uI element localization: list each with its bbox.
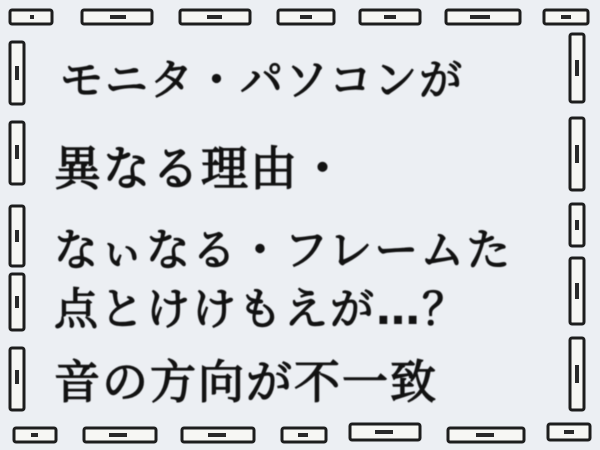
magnet-tile <box>180 10 250 24</box>
magnet-tile <box>448 428 524 442</box>
magnet-tile <box>10 206 24 266</box>
magnet-tile <box>10 42 24 104</box>
magnet-tile <box>548 424 590 440</box>
magnet-tile <box>278 10 334 24</box>
top-magnet-row <box>10 10 588 24</box>
magnet-tile <box>10 274 24 330</box>
magnet-tile <box>570 34 584 102</box>
right-magnet-column <box>570 34 584 410</box>
note-line-4: 点とけけもえが…？ <box>54 284 468 335</box>
magnet-tile <box>350 424 420 440</box>
bottom-magnet-row <box>14 424 590 442</box>
note-line-3: なぃなる・フレームた <box>54 225 513 276</box>
magnet-tile <box>10 348 24 410</box>
magnet-tile <box>84 428 156 442</box>
note-line-5: 音の方向が不一致 <box>54 355 438 409</box>
magnet-tile <box>570 338 584 410</box>
magnet-tile <box>182 428 254 442</box>
left-magnet-column <box>10 42 24 410</box>
magnet-tile <box>570 118 584 190</box>
magnet-tile <box>446 10 520 24</box>
magnet-tile <box>282 428 326 442</box>
magnet-tile <box>570 204 584 246</box>
magnet-tile <box>10 122 24 184</box>
note-line-1: モニタ・パソコンが <box>60 56 465 106</box>
note-line-2: 異なる理由・ <box>54 142 348 197</box>
magnet-tile <box>570 258 584 324</box>
magnet-tile <box>14 428 56 442</box>
magnet-tile <box>82 10 152 24</box>
magnet-tile <box>360 10 420 24</box>
magnet-tile <box>544 10 588 24</box>
magnet-tile <box>10 10 52 24</box>
